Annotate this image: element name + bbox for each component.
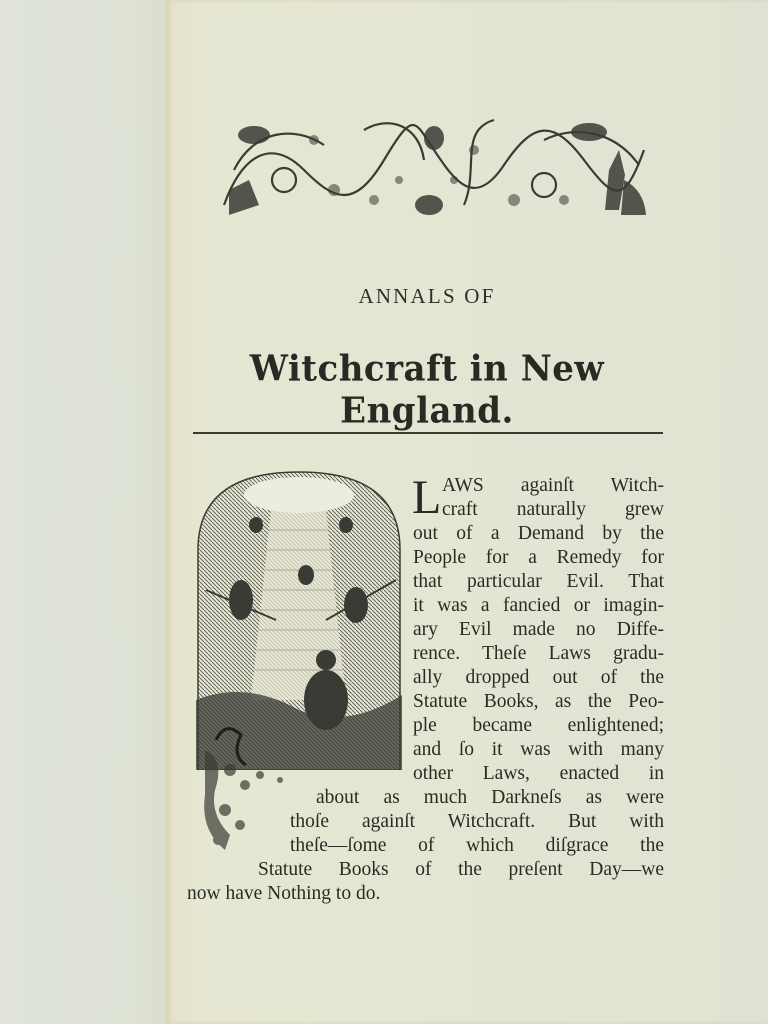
- facing-blank-page: [0, 0, 166, 1024]
- text-line: that particular Evil. That: [413, 571, 664, 592]
- text-line: it was a fancied or imagin-: [413, 595, 664, 616]
- ornament-icon: [214, 110, 652, 220]
- text-line: AWS againſt Witch-: [442, 475, 664, 496]
- woodcut-illustration: [196, 470, 402, 770]
- headpiece-ornament: [214, 110, 652, 220]
- text-line: and ſo it was with many: [413, 739, 664, 760]
- text-line: thoſe againſt Witchcraft. But with: [290, 811, 664, 832]
- drop-cap-letter: L: [412, 471, 442, 524]
- text-line: about as much Darkneſs as were: [316, 787, 664, 808]
- text-line: other Laws, enacted in: [413, 763, 664, 784]
- text-line: Statute Books of the preſent Day—we: [258, 859, 664, 880]
- witches-illustration-icon: [196, 470, 402, 770]
- book-title: Witchcraft in New England.: [249, 348, 605, 432]
- text-line: theſe—ſome of which diſgrace the: [290, 835, 664, 856]
- text-line: ple became enlightened;: [413, 715, 664, 736]
- text-line: craft naturally grew: [442, 499, 664, 520]
- text-line-last: now have Nothing to do.: [187, 883, 381, 904]
- title-rule: [193, 432, 663, 434]
- text-line: ary Evil made no Diffe-: [413, 619, 664, 640]
- text-line: Statute Books, as the Peo-: [413, 691, 664, 712]
- text-line: rence. Theſe Laws gradu-: [413, 643, 664, 664]
- text-line: People for a Remedy for: [413, 547, 664, 568]
- text-line: out of a Demand by the: [413, 523, 664, 544]
- book-subtitle: ANNALS OF: [358, 284, 496, 308]
- text-line: ally dropped out of the: [413, 667, 664, 688]
